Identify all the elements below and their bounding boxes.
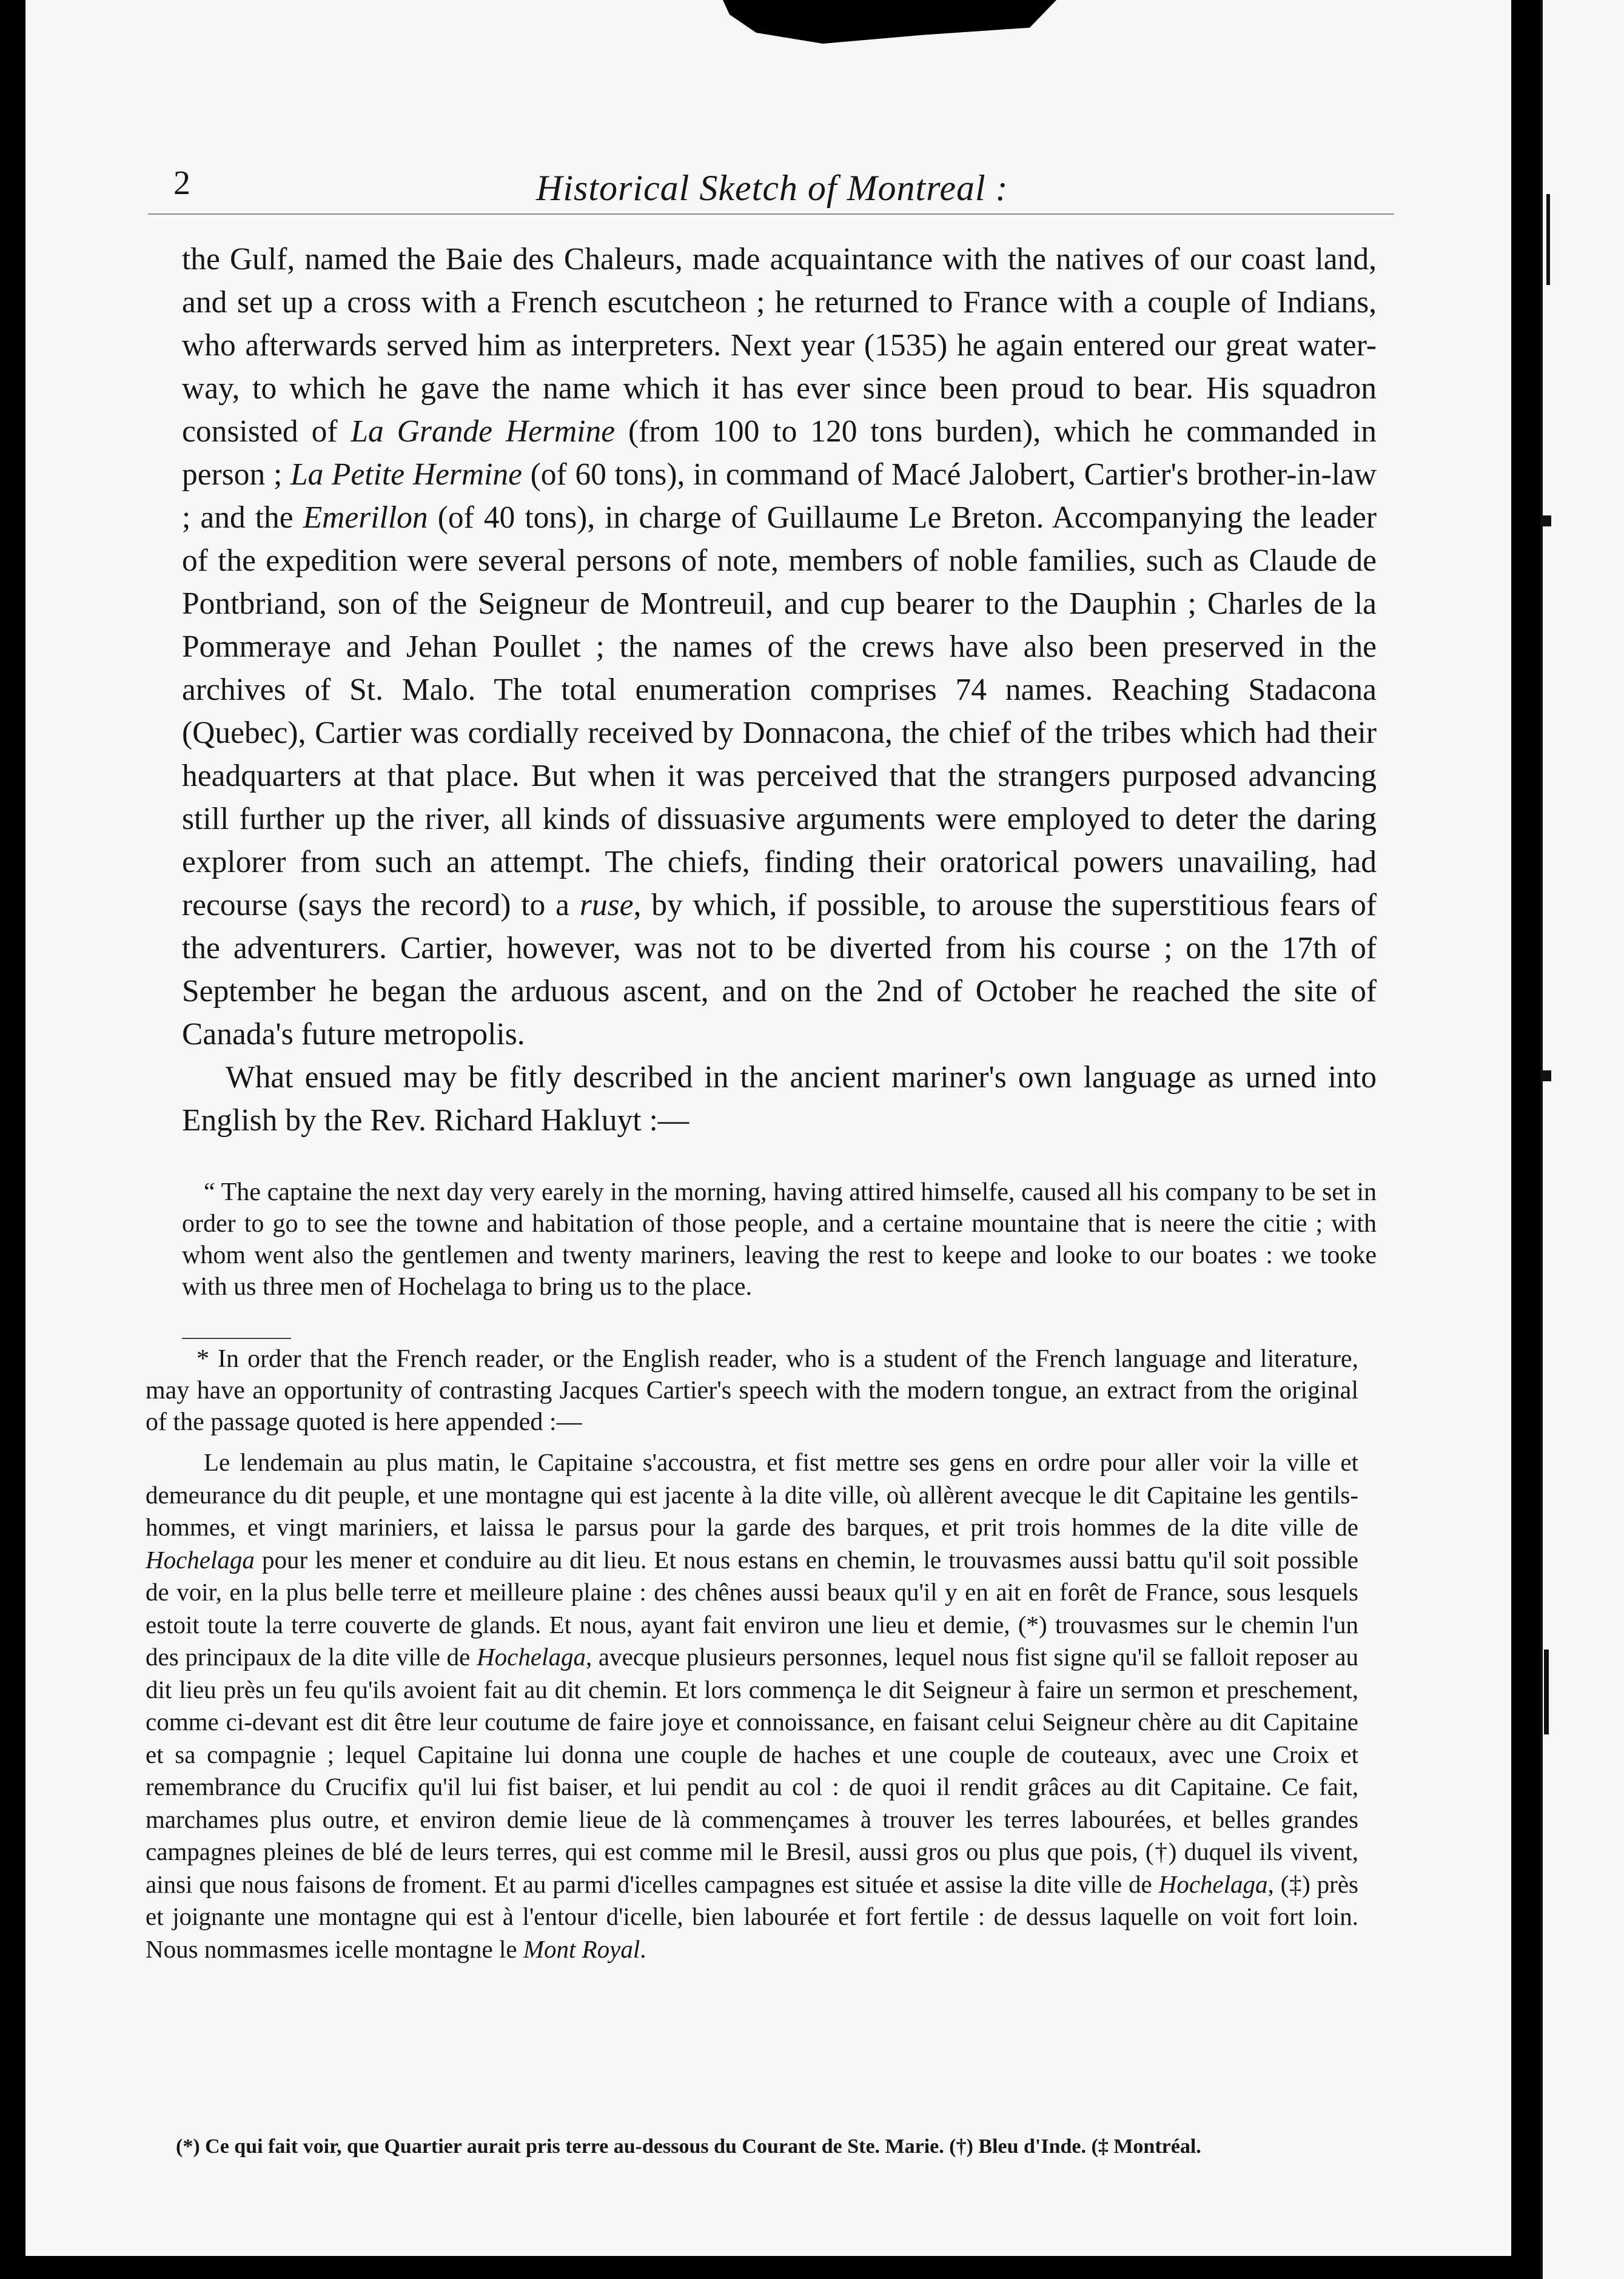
- header-rule: [148, 213, 1394, 215]
- place-name: Hochelaga: [146, 1545, 255, 1574]
- running-head: Historical Sketch of Montreal :: [536, 168, 1008, 208]
- paragraph: What ensued may be fitly described in the ancient mariner's own language as urned into English by the Rev. Richard Hakluyt :—: [182, 1060, 1377, 1138]
- paragraph: the Gulf, named the Baie des Chaleurs, made acquaintance with the natives of our coast land, and set up a cross with a French escutcheon ; he returned to France with a couple of Indians, who afterwards served him as interpreters. Next year (1535) he again entered our great water-way, to which he gave the name which it has ever since been proud to bear. His squadron consisted of La Grande Hermine (from 100 to 120 tons burden), which he commanded in person ; La Petite Hermine (of 60 tons), in command of Macé Jalobert, Cartier's brother-in-law ; and the Emerillon (of 40 tons), in charge of Guillaume Le Breton. Accompanying the leader of the expedition were several persons of note, members of noble families, such as Claude de Pontbriand, son of the Seigneur de Montreuil, and cup bearer to the Dauphin ; Charles de la Pommeraye and Jehan Poullet ; the names of the crews have also been preserved in the archives of St. Malo. The total enumeration comprises 74 names. Reaching Stadacona (Quebec), Cartier was cordially received by Donnacona, the chief of the tribes which had their headquarters at that place. But when it was perceived that the strangers purposed advancing still further up the river, all kinds of dissuasive arguments were employed to deter the daring explorer from such an attempt. The chiefs, finding their oratorical powers unavailing, had recourse (says the record) to a ruse, by which, if possible, to arouse the superstitious fears of the adventurers. Cartier, however, was not to be diverted from his course ; on the 17th of September he began the arduous ascent, and on the 2nd of October he reached the site of Canada's future metropolis.: [182, 242, 1377, 1052]
- emphasis: ruse: [579, 888, 634, 922]
- page-number: 2: [173, 164, 190, 202]
- french-text: Le lendemain au plus matin, le Capitaine s'accoustra, et fist mettre ses gens en ordre pour aller voir la ville et demeurance du dit peuple, et une montagne qui est jacente à la dite ville, où allèrent avecque le dit Capitaine les gentils-hommes, et vingt mariniers, et laissa le parsus pour la garde des barques, et prit trois hommes de la dite ville de Hochelaga pour les mener et conduire au dit lieu. Et nous estans en chemin, le trouvasmes aussi battu qu'il soit possible de voir, en la plus belle terre et meilleure plaine : des chênes aussi beaux qu'il y en ait en forêt de France, sous lesquels estoit toute la terre couverte de glands. Et nous, ayant fait environ une lieu et demie, (*) trouvasmes sur le chemin l'un des principaux de la dite ville de Hochelaga, avecque plusieurs personnes, lequel nous fist signe qu'il se falloit reposer au dit lieu près un feu qu'ils avoient fait au dit chemin. Et lors commença le dit Seigneur à faire un sermon et preschement, comme ci-devant est dit être leur coutume de faire joye et connoissance, en faisant celui Seigneur chère au dit Capitaine et sa compagnie ; lequel Capitaine lui donna une couple de haches et une couple de couteaux, avec une Croix et remembrance du Crucifix qu'il lui fist baiser, et lui pendit au col : de quoi il rendit grâces au dit Capitaine. Ce fait, marchames plus outre, et environ demie lieue de là commençames à trouver les terres labourées, et belles grandes campagnes pleines de blé de leurs terres, qui est comme mil le Bresil, aussi gros ou plus que pois, (†) duquel ils vivent, ainsi que nous faisons de froment. Et au parmi d'icelles campagnes est située et assise la dite ville de Hochelaga, (‡) près et joignante une montagne qui est à l'entour d'icelle, bien labourée et fort fertile : de dessus laquelle on voit fort loin. Nous nommasmes icelle montagne le Mont Royal.: [146, 1448, 1358, 1963]
- footnote-rule: [182, 1338, 291, 1339]
- footnote-intro: * In order that the French reader, or the English reader, who is a student of the French language and literature, may have an opportunity of contrasting Jacques Cartier's speech with the modern tongue, an extract from the original of the passage quoted is here appended :—: [146, 1345, 1358, 1436]
- page-tear: [723, 0, 1056, 73]
- quote-text: “ The captaine the next day very earely in the morning, having attired himselfe, caused all his company to be set in order to go to see the towne and habitation of those people, and a certaine mountaine that is neere the citie ; with whom went also the gentlemen and twenty mariners, leaving the rest to keepe and looke to our boates : we tooke with us three men of Hochelaga to bring us to the place.: [182, 1178, 1377, 1301]
- place-name: Hochelaga: [1158, 1870, 1268, 1898]
- ship-name: La Petite Hermine: [290, 457, 522, 492]
- main-text: [182, 238, 1377, 1142]
- page-header: [148, 159, 1394, 220]
- ship-name: La Grande Hermine: [351, 414, 616, 449]
- bottom-footnotes: (*) Ce qui fait voir, que Quartier aurait pris terre au-dessous du Courant de Ste. Marie. (†) Bleu d'Inde. (‡ Montréal.: [176, 2135, 1201, 2158]
- edge-mark: [1544, 1650, 1549, 1734]
- edge-mark: [1546, 194, 1550, 285]
- french-extract: [146, 1446, 1358, 1965]
- footnote: [146, 1343, 1358, 1438]
- facing-page-edge: [1540, 0, 1624, 2279]
- place-name: Mont Royal: [523, 1935, 640, 1963]
- ship-name: Emerillon: [303, 500, 428, 535]
- hakluyt-quote: [182, 1176, 1377, 1303]
- edge-mark: [1543, 1070, 1551, 1081]
- edge-mark: [1543, 515, 1551, 526]
- place-name: Hochelaga: [477, 1643, 586, 1671]
